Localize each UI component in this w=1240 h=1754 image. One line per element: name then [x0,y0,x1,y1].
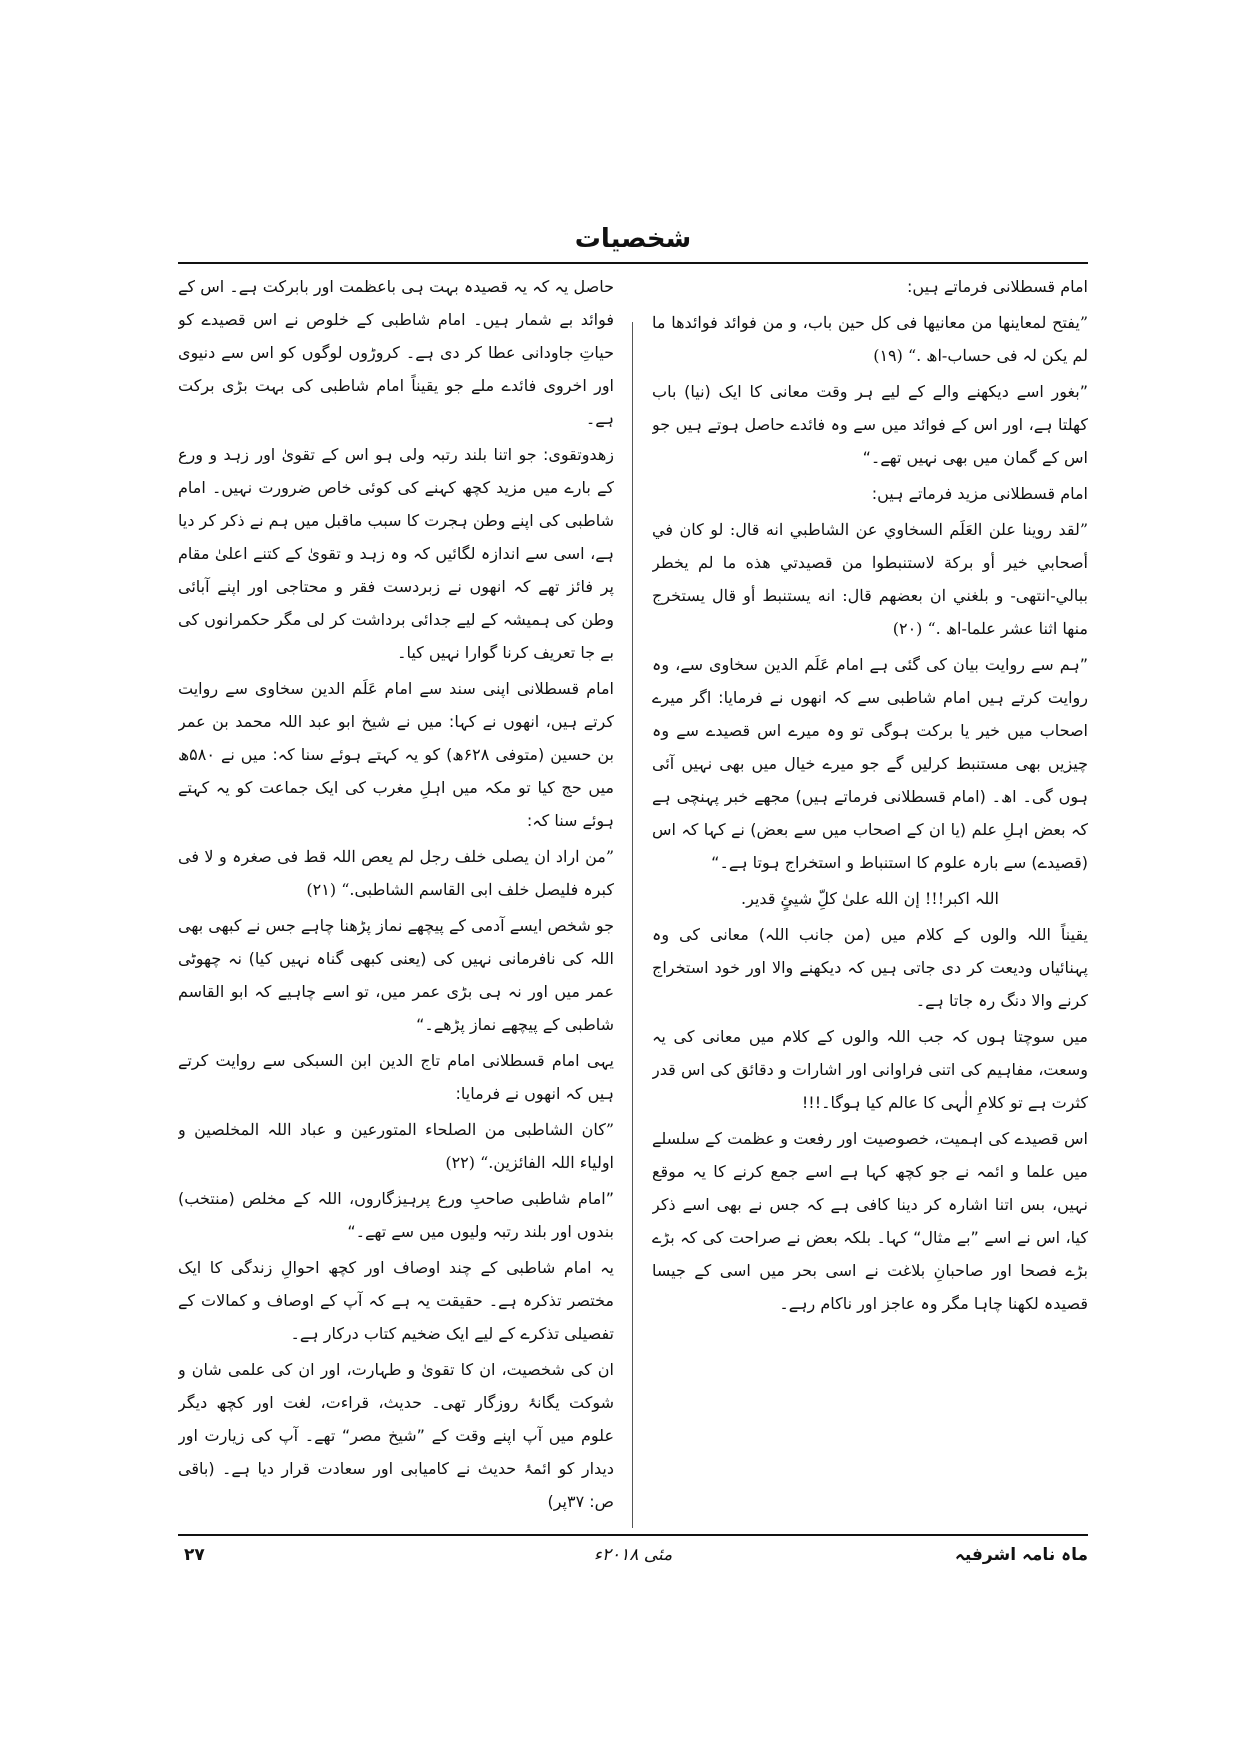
paragraph: جو شخص ایسے آدمی کے پیچھے نماز پڑھنا چاہے جس نے کبھی بھی اللہ کی نافرمانی نہیں کی (یعنی کبھی گناہ نہیں کیا) نہ چھوٹی عمر میں اور نہ ہی بڑی عمر میں، تو اسے چاہیے کہ ابو القاسم شاطبی کے پیچھے نماز پڑھے۔“ [178,916,614,1034]
paragraph: یقیناً اللہ والوں کے کلام میں (من جانب اللہ) معانی کی وہ پہنائیاں ودیعت کر دی جاتی ہیں کہ دیکھنے والا اور خود استخراج کرنے والا دنگ رہ جاتا ہے۔ [652,925,1088,1010]
arabic-quote: ”لقد روینا علن العَلَم السخاوي عن الشاطبي انه قال: لو كان في أصحابي خير أو بركة لاستنبطوا من قصيدتي هذه ما لم يخطر ببالي-انتهى- و بلغني ان بعضهم قال: انه يستنبط أو قال يستخرج منها اثنا عشر علما-اھ .“ (۲۰) [652,520,1088,638]
paragraph: ”امام شاطبی صاحبِ ورع پرہیزگاروں، اللہ کے مخلص (منتخب) بندوں اور بلند رتبہ ولیوں میں سے تھے۔“ [178,1189,614,1241]
arabic-quote: ”کان الشاطبی من الصلحاء المتورعین و عباد اللہ المخلصین و اولیاء اللہ الفائزین.“ (۲۲) [178,1120,614,1172]
paragraph: ”ہم سے روایت بیان کی گئی ہے امام عَلَم الدین سخاوی سے، وہ روایت کرتے ہیں امام شاطبی سے کہ انھوں نے فرمایا: اگر میرے اصحاب میں خیر یا برکت ہوگی تو وہ میرے اس قصیدے سے وہ چیزیں بھی مستنبط کرلیں گے جو میرے خیال میں بھی نہیں آئی ہوں گی۔ اھ۔ (امام قسطلانی فرماتے ہیں) مجھے خبر پہنچی ہے کہ بعض اہلِ علم (یا ان کے اصحاب میں سے بعض) نے کہا کہ اس (قصیدے) سے بارہ علوم کا استنباط و استخراج ہوتا ہے۔“ [652,655,1088,872]
magazine-name: ماہ نامہ اشرفیہ [954,1545,1088,1565]
section-title: شخصیات [574,224,692,254]
exclamation-line: اللہ اکبر!!! إن الله علیٰ کلِّ شيئٍ قدیر. [741,889,999,908]
section-paragraph-zuhd: زھدوتقوی: جو اتنا بلند رتبہ ولی ہو اس کے تقویٰ اور زہد و ورع کے بارے میں مزید کچھ کہنے کی کوئی خاص ضرورت نہیں۔ امام شاطبی کی اپنے وطن ہجرت کا سبب ماقبل میں ہم نے ذکر کر دیا ہے، اسی سے اندازہ لگائیں کہ وہ زہد و تقویٰ کے کتنے اعلیٰ مقام پر فائز تھے کہ انھوں نے زبردست فقر و محتاجی اور اپنے آبائی وطن کی ہمیشہ کے لیے جدائی برداشت کر لی مگر حکمرانوں کی بے جا تعریف کرنا گوارا نہیں کیا۔ [178,445,614,662]
paragraph: حاصل یہ کہ یہ قصیدہ بہت ہی باعظمت اور بابرکت ہے۔ اس کے فوائد بے شمار ہیں۔ امام شاطبی کے خلوص نے اس قصیدے کو حیاتِ جاودانی عطا کر دی ہے۔ کروڑوں لوگوں کو اس سے دنیوی اور اخروی فائدے ملے جو یقیناً امام شاطبی کی بہت بڑی برکت ہے۔ [178,277,614,428]
paragraph: امام قسطلانی مزید فرماتے ہیں: [871,484,1088,503]
issue-date: مئی ۲۰۱۸ء [593,1545,673,1565]
magazine-page [178,222,1088,1565]
arabic-quote: ”یفتح لمعاینھا من معانیھا فی کل حین باب، و من فوائد فوائدھا ما لم یکن لہ فی حساب-اھ .“ (۱۹) [652,313,1088,365]
arabic-quote: ”من اراد ان یصلی خلف رجل لم یعص اللہ قط فی صغرہ و لا فی کبرہ فلیصل خلف ابی القاسم الشاطبی.“ (۲۱) [178,847,614,899]
page-number: ۲۷ [184,1545,205,1565]
page-footer [178,1540,1088,1572]
right-column [652,270,1088,1528]
paragraph: امام قسطلانی فرماتے ہیں: [907,277,1088,296]
header-divider [178,262,1088,264]
article-body [178,270,1088,1528]
left-column [178,270,614,1528]
paragraph: ان کی شخصیت، ان کا تقویٰ و طہارت، اور ان کی علمی شان و شوکت یگانۂ روزگار تھی۔ حدیث، قراءت، لغت اور کچھ دیگر علوم میں آپ اپنے وقت کے ”شیخ مصر“ تھے۔ آپ کی زیارت اور دیدار کو ائمۂ حدیث نے کامیابی اور سعادت قرار دیا ہے۔ (باقی ص: ۳۷پر) [178,1360,614,1511]
paragraph: یہی امام قسطلانی امام تاج الدین ابن السبکی سے روایت کرتے ہیں کہ انھوں نے فرمایا: [178,1051,614,1103]
paragraph: اس قصیدے کی اہمیت، خصوصیت اور رفعت و عظمت کے سلسلے میں علما و ائمہ نے جو کچھ کہا ہے اسے جمع کرنے کا یہ موقع نہیں، بس اتنا اشارہ کر دینا کافی ہے کہ جس نے بھی اسے ذکر کیا، اس نے اسے ”بے مثال“ کہا۔ بلکہ بعض نے صراحت کی کہ بڑے بڑے فصحا اور صاحبانِ بلاغت نے اسی بحر میں اسی کے جیسا قصیدہ لکھنا چاہا مگر وہ عاجز اور ناکام رہے۔ [652,1129,1088,1313]
paragraph: ”بغور اسے دیکھنے والے کے لیے ہر وقت معانی کا ایک (نیا) باب کھلتا ہے، اور اس کے فوائد میں سے وہ فائدے حاصل ہوتے ہیں جو اس کے گمان میں بھی نہیں تھے۔“ [652,382,1088,467]
footer-divider [178,1534,1088,1536]
paragraph: امام قسطلانی اپنی سند سے امام عَلَم الدین سخاوی سے روایت کرتے ہیں، انھوں نے کہا: میں نے شیخ ابو عبد اللہ محمد بن عمر بن حسین (متوفی ۶۲۸ھ) کو یہ کہتے ہوئے سنا کہ: میں نے ۵۸۰ھ میں حج کیا تو مکہ میں اہلِ مغرب کی ایک جماعت کو یہ کہتے ہوئے سنا کہ: [178,679,614,830]
column-divider [632,322,633,1528]
paragraph: میں سوچتا ہوں کہ جب اللہ والوں کے کلام میں معانی کی یہ وسعت، مفاہیم کی اتنی فراوانی اور اشارات و دقائق کی اس قدر کثرت ہے تو کلامِ الٰہی کا عالم کیا ہوگا۔!!! [652,1027,1088,1112]
paragraph: یہ امام شاطبی کے چند اوصاف اور کچھ احوالِ زندگی کا ایک مختصر تذکرہ ہے۔ حقیقت یہ ہے کہ آپ کے اوصاف و کمالات کے تفصیلی تذکرے کے لیے ایک ضخیم کتاب درکار ہے۔ [178,1258,614,1343]
